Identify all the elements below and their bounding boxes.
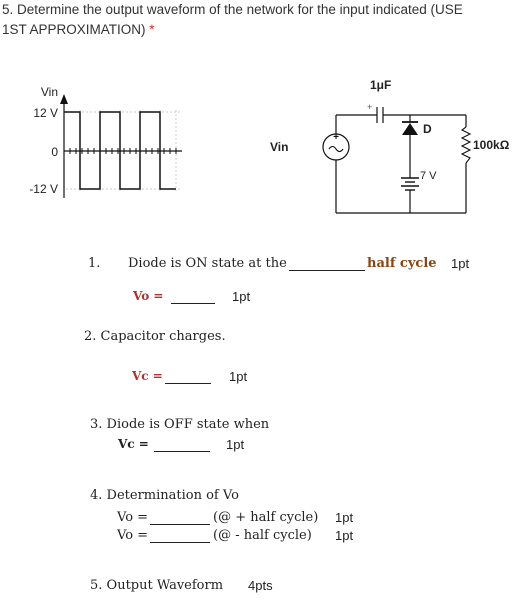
item-1-answer: half cycle xyxy=(367,256,437,271)
vo-pos-label: Vo = xyxy=(117,510,149,525)
diode-label: D xyxy=(423,122,432,136)
item-3-text: 3. Diode is OFF state when xyxy=(90,417,270,432)
question-line-1: 5. Determine the output waveform of the network for the input indicated (USE xyxy=(2,2,463,17)
vo-neg-condition: (@ - half cycle) xyxy=(213,528,312,543)
vc-blank xyxy=(165,371,211,384)
vo-blank xyxy=(171,291,215,304)
input-waveform-graph xyxy=(0,80,200,220)
battery-label: 7 V xyxy=(420,170,437,182)
vo-pos-points: 1pt xyxy=(335,510,354,525)
vo-points: 1pt xyxy=(232,289,251,304)
vo-neg-blank xyxy=(150,530,210,543)
resistor-label: 100kΩ xyxy=(473,138,510,152)
tick-label-bottom: -12 V xyxy=(29,182,58,196)
question-line-2: 1ST APPROXIMATION) xyxy=(2,22,146,37)
source-label: Vin xyxy=(270,140,289,154)
clamper-circuit-diagram xyxy=(260,75,532,225)
capacitor-plus: + xyxy=(367,102,373,112)
diode xyxy=(402,122,418,135)
vo-neg-points: 1pt xyxy=(335,528,354,543)
capacitor-label: 1μF xyxy=(370,78,392,92)
ac-source xyxy=(323,132,349,160)
resistor xyxy=(462,127,470,163)
capacitor xyxy=(377,107,383,123)
tick-label-zero: 0 xyxy=(51,145,58,159)
item-2-text: 2. Capacitor charges. xyxy=(84,329,226,344)
graph-axis-label: Vin xyxy=(40,85,58,99)
vc2-points: 1pt xyxy=(226,437,245,452)
vo-label: Vo = xyxy=(133,289,164,303)
item-1-blank xyxy=(289,258,365,271)
circuit-wires xyxy=(336,115,466,213)
tick-label-top: 12 V xyxy=(33,106,58,120)
svg-text:+: + xyxy=(333,132,339,143)
y-axis-arrow xyxy=(60,94,68,104)
vc2-label: Vc = xyxy=(118,437,149,451)
vc-label: Vc = xyxy=(132,369,163,383)
item-1-points: 1pt xyxy=(451,256,470,271)
item-5-points: 4pts xyxy=(248,578,273,593)
vc-points: 1pt xyxy=(229,369,248,384)
vc2-blank xyxy=(154,439,210,452)
item-1-number: 1. xyxy=(88,256,101,271)
battery xyxy=(401,178,419,190)
item-5-text: 5. Output Waveform xyxy=(90,578,224,593)
item-4-text: 4. Determination of Vo xyxy=(90,488,239,503)
vo-neg-label: Vo = xyxy=(117,528,149,543)
vo-pos-blank xyxy=(150,512,210,525)
required-asterisk: * xyxy=(149,22,155,37)
vo-pos-condition: (@ + half cycle) xyxy=(213,510,319,525)
question-text xyxy=(2,0,463,40)
item-1-text: Diode is ON state at the xyxy=(128,256,287,271)
